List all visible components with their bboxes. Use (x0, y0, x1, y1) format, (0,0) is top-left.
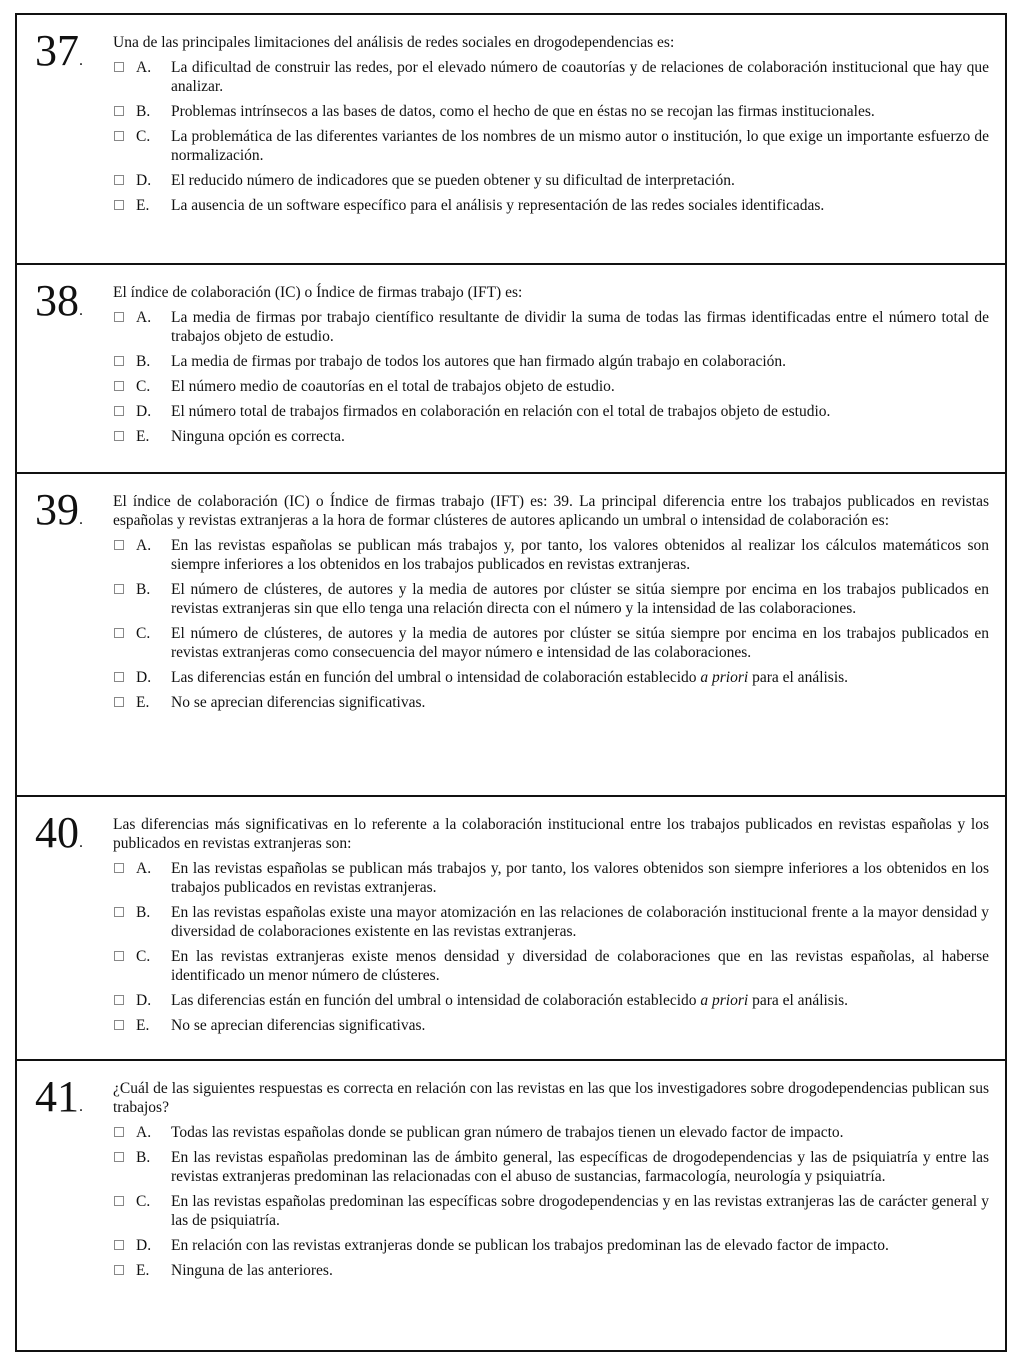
option-a[interactable] (113, 308, 989, 346)
option-a[interactable] (113, 1123, 989, 1142)
option-e[interactable] (113, 693, 989, 712)
option-c[interactable] (113, 377, 989, 396)
option-b[interactable] (113, 352, 989, 371)
option-b[interactable] (113, 102, 989, 121)
checkbox-icon[interactable] (114, 1265, 124, 1275)
option-letter: C. (136, 128, 151, 145)
checkbox-icon[interactable] (114, 1152, 124, 1162)
option-e[interactable] (113, 1261, 989, 1280)
option-letter: E. (136, 694, 150, 711)
option-text: Las diferencias están en función del umbral o intensidad de colaboración establecido a priori para el análisis. (171, 992, 849, 1009)
option-letter: A. (136, 309, 152, 326)
checkbox-icon[interactable] (114, 672, 124, 682)
option-c[interactable] (113, 947, 989, 985)
option-e[interactable] (113, 427, 989, 446)
checkbox-icon[interactable] (114, 697, 124, 707)
option-letter: B. (136, 103, 151, 120)
option-text: Ninguna de las anteriores. (171, 1262, 333, 1279)
checkbox-icon[interactable] (114, 431, 124, 441)
option-text: La dificultad de construir las redes, por el elevado número de coautorías y de relaciones de colaboración institucional que hay que analizar. (171, 59, 989, 95)
option-letter: B. (136, 353, 151, 370)
option-letter: B. (136, 904, 151, 921)
option-d[interactable] (113, 402, 989, 421)
option-c[interactable] (113, 127, 989, 165)
question-stem: El índice de colaboración (IC) o Índice de firmas trabajo (IFT) es: 39. La principal diferencia entre los trabajos publicados en revistas españolas y revistas extranjeras a la hora de formar clústeres de autores aplicando un umbral o intensidad de colaboración es: (113, 493, 989, 529)
option-text: El número total de trabajos firmados en colaboración en relación con el total de trabajos objeto de estudio. (171, 403, 831, 420)
option-d[interactable] (113, 1236, 989, 1255)
question-number: 38. (35, 276, 83, 325)
checkbox-icon[interactable] (114, 628, 124, 638)
option-a[interactable] (113, 58, 989, 96)
option-letter: A. (136, 1124, 152, 1141)
option-text: El reducido número de indicadores que se pueden obtener y su dificultad de interpretación. (171, 172, 735, 189)
option-letter: D. (136, 172, 152, 189)
option-text: El número de clústeres, de autores y la media de autores por clúster se sitúa siempre por encima en los trabajos publicados en revistas extranjeras sin que ello tenga una relación directa con el número y la intensidad de las colaboraciones. (171, 581, 989, 617)
option-text: La media de firmas por trabajo de todos los autores que han firmado algún trabajo en colaboración. (171, 353, 787, 370)
option-letter: D. (136, 403, 152, 420)
question-number: 40. (35, 808, 83, 857)
option-letter: C. (136, 625, 151, 642)
checkbox-icon[interactable] (114, 1020, 124, 1030)
option-text: En las revistas españolas existe una mayor atomización en las relaciones de colaboración institucional frente a la mayor densidad y diversidad de colaboraciones existente en las revistas extranjeras. (171, 904, 989, 940)
checkbox-icon[interactable] (114, 312, 124, 322)
option-text: En relación con las revistas extranjeras donde se publican los trabajos predominan las de elevado factor de impacto. (171, 1237, 889, 1254)
option-text: En las revistas extranjeras existe menos densidad y diversidad de colaboraciones que en las revistas españolas, al haberse identificado un menor número de clústeres. (171, 948, 989, 984)
option-letter: E. (136, 428, 150, 445)
option-text: Todas las revistas españolas donde se publican gran número de trabajos tienen un elevado factor de impacto. (171, 1124, 844, 1141)
option-text: En las revistas españolas se publican más trabajos y, por tanto, los valores obtenidos al realizar los cálculos matemáticos son siempre inferiores a los obtenidos en los trabajos publicados en revistas extranjeras. (171, 537, 989, 573)
question-41 (17, 1059, 1005, 1350)
question-stem: Las diferencias más significativas en lo referente a la colaboración institucional entre los trabajos publicados en revistas españolas y los publicados en revistas extranjeras son: (113, 816, 989, 852)
question-stem: Una de las principales limitaciones del análisis de redes sociales en drogodependencias es: (113, 34, 675, 51)
checkbox-icon[interactable] (114, 131, 124, 141)
option-text: Ninguna opción es correcta. (171, 428, 345, 445)
option-text: Las diferencias están en función del umbral o intensidad de colaboración establecido a priori para el análisis. (171, 669, 849, 686)
option-text: En las revistas españolas predominan las específicas sobre drogodependencias y en las revistas extranjeras las de carácter general y las de psiquiatría. (171, 1193, 989, 1229)
question-38 (17, 263, 1005, 472)
option-letter: E. (136, 1262, 150, 1279)
checkbox-icon[interactable] (114, 951, 124, 961)
checkbox-icon[interactable] (114, 106, 124, 116)
option-letter: C. (136, 948, 151, 965)
question-number: 39. (35, 485, 83, 534)
option-d[interactable] (113, 991, 989, 1010)
option-letter: B. (136, 581, 151, 598)
option-text: No se aprecian diferencias significativas. (171, 1017, 426, 1034)
checkbox-icon[interactable] (114, 406, 124, 416)
option-letter: D. (136, 669, 152, 686)
option-e[interactable] (113, 196, 989, 215)
checkbox-icon[interactable] (114, 62, 124, 72)
option-c[interactable] (113, 1192, 989, 1230)
option-text: La ausencia de un software específico para el análisis y representación de las redes sociales identificadas. (171, 197, 825, 214)
option-letter: C. (136, 1193, 151, 1210)
question-stem: El índice de colaboración (IC) o Índice de firmas trabajo (IFT) es: (113, 284, 523, 301)
option-letter: D. (136, 992, 152, 1009)
checkbox-icon[interactable] (114, 863, 124, 873)
option-letter: A. (136, 537, 152, 554)
option-text: En las revistas españolas predominan las de ámbito general, las específicas de drogodependencias y las de psiquiatría y entre las revistas extranjeras predominan las relacionadas con el abuso de sustancias, farmacología, neurología y psiquiatría. (171, 1149, 989, 1185)
option-letter: E. (136, 1017, 150, 1034)
checkbox-icon[interactable] (114, 540, 124, 550)
question-40 (17, 795, 1005, 1059)
option-b[interactable] (113, 1148, 989, 1186)
option-text: El número medio de coautorías en el total de trabajos objeto de estudio. (171, 378, 615, 395)
question-39 (17, 472, 1005, 795)
option-text: No se aprecian diferencias significativas. (171, 694, 426, 711)
question-stem: ¿Cuál de las siguientes respuestas es correcta en relación con las revistas en las que los investigadores sobre drogodependencias publican sus trabajos? (113, 1080, 989, 1116)
checkbox-icon[interactable] (114, 200, 124, 210)
option-letter: A. (136, 59, 152, 76)
checkbox-icon[interactable] (114, 995, 124, 1005)
option-letter: B. (136, 1149, 151, 1166)
option-c[interactable] (113, 624, 989, 662)
option-a[interactable] (113, 536, 989, 574)
checkbox-icon[interactable] (114, 1240, 124, 1250)
option-text: La problemática de las diferentes variantes de los nombres de un mismo autor o institución, lo que exige un importante esfuerzo de normalización. (171, 128, 989, 164)
checkbox-icon[interactable] (114, 1196, 124, 1206)
option-letter: D. (136, 1237, 152, 1254)
option-letter: A. (136, 860, 152, 877)
option-e[interactable] (113, 1016, 989, 1035)
checkbox-icon[interactable] (114, 175, 124, 185)
question-37 (17, 15, 1005, 263)
option-d[interactable] (113, 668, 989, 687)
checkbox-icon[interactable] (114, 356, 124, 366)
option-letter: E. (136, 197, 150, 214)
option-text: El número de clústeres, de autores y la media de autores por clúster se sitúa siempre por encima en los trabajos publicados en revistas extranjeras como consecuencia del mayor número e intensidad de las colaboraciones. (171, 625, 989, 661)
checkbox-icon[interactable] (114, 907, 124, 917)
option-a[interactable] (113, 859, 989, 897)
checkbox-icon[interactable] (114, 584, 124, 594)
option-text: En las revistas españolas se publican más trabajos y, por tanto, los valores obtenidos son siempre inferiores a los obtenidos en los trabajos publicados en revistas extranjeras. (171, 860, 989, 896)
question-number: 37. (35, 26, 83, 75)
question-number: 41. (35, 1072, 83, 1121)
option-b[interactable] (113, 903, 989, 941)
option-d[interactable] (113, 171, 989, 190)
option-letter: C. (136, 378, 151, 395)
checkbox-icon[interactable] (114, 381, 124, 391)
option-b[interactable] (113, 580, 989, 618)
checkbox-icon[interactable] (114, 1127, 124, 1137)
option-text: Problemas intrínsecos a las bases de datos, como el hecho de que en éstas no se recojan las firmas institucionales. (171, 103, 875, 120)
option-text: La media de firmas por trabajo científico resultante de dividir la suma de todas las firmas identificadas entre el número total de trabajos objeto de estudio. (171, 309, 989, 345)
question-sheet (15, 13, 1007, 1352)
